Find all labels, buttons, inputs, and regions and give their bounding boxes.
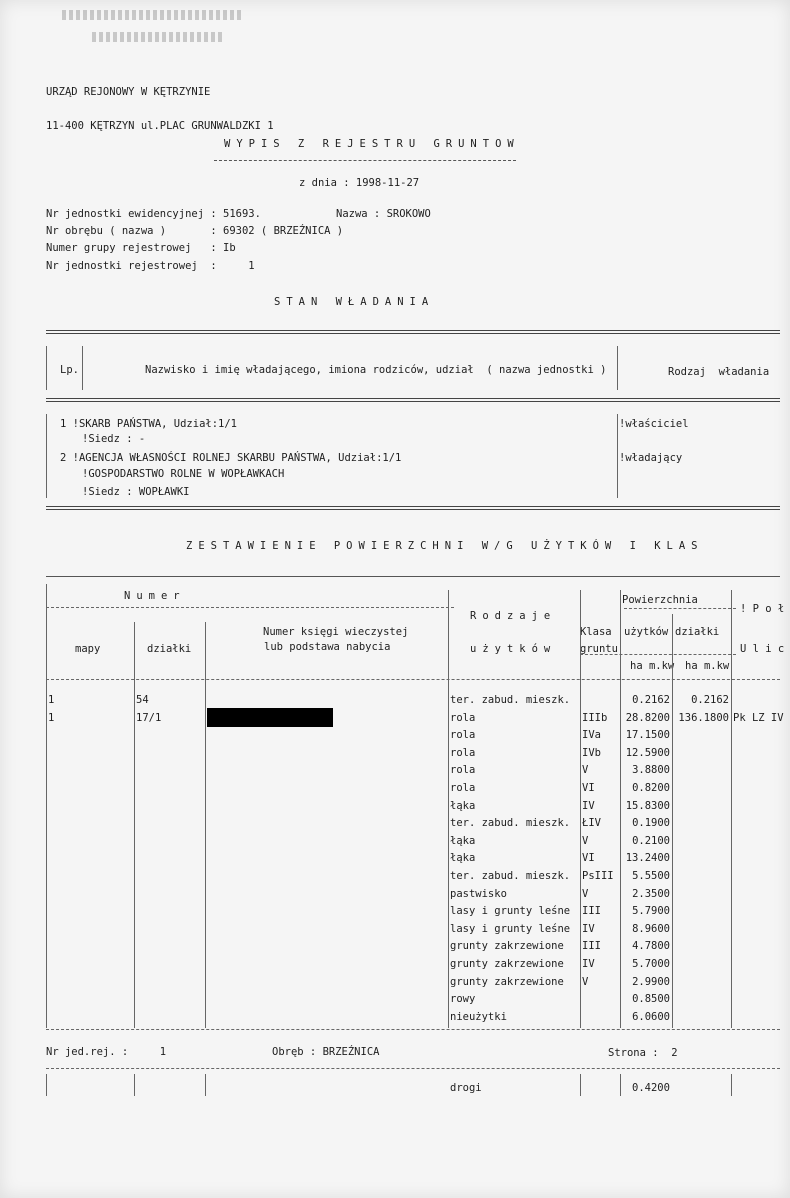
row-land-type: rola	[450, 782, 476, 794]
cont-border-location	[731, 1074, 732, 1096]
tbl-border-class	[580, 590, 581, 1028]
row-land-type: łąka	[450, 800, 476, 812]
col-unit-parcel: ha m.kw	[685, 660, 730, 672]
row-used-area: 0.2162	[632, 694, 670, 706]
owner-row-1: 1 !SKARB PAŃSTWA, Udział:1/1	[60, 418, 238, 430]
row-used-area: 5.7900	[632, 905, 670, 917]
col-location-partial: ! P o ł	[740, 603, 785, 615]
owner-row-2: 2 !AGENCJA WŁASNOŚCI ROLNEJ SKARBU PAŃSTWA, Udział:1/1	[60, 452, 402, 464]
row-land-type: rola	[450, 712, 476, 724]
row-used-area: 3.8800	[632, 764, 670, 776]
row-land-type: łąka	[450, 852, 476, 864]
row-used-area: 4.7800	[632, 940, 670, 952]
row-land-type: rola	[450, 747, 476, 759]
class-subrule	[580, 654, 736, 655]
col-owner: Nazwisko i imię władającego, imiona rodziców, udział ( nazwa jednostki )	[145, 364, 607, 376]
row-class: IVb	[582, 747, 601, 759]
owner-row-2-unit: !GOSPODARSTWO ROLNE W WOPŁAWKACH	[82, 468, 285, 480]
row-used-area: 28.8200	[625, 712, 670, 724]
group-line: Numer grupy rejestrowej : Ib	[46, 242, 236, 254]
cont-row-area: 0.4200	[632, 1082, 670, 1094]
row-land-type: grunty zakrzewione	[450, 940, 564, 952]
footer-page: Strona : 2	[608, 1047, 678, 1059]
owner-row-1-type: !właściciel	[619, 418, 689, 430]
cont-border-class	[580, 1074, 581, 1096]
row-used-area: 0.2100	[632, 835, 670, 847]
owner-row-2-type: !władający	[619, 452, 683, 464]
summary-bottom-rule	[46, 1029, 780, 1030]
row-used-area: 5.5500	[632, 870, 670, 882]
owner-row-2-seat: !Siedz : WOPŁAWKI	[82, 486, 190, 498]
precinct-line: Nr obrębu ( nazwa ) : 69302 ( BRZEŹNICA )	[46, 225, 344, 237]
ownership-body-border-type	[617, 414, 618, 498]
office-name: URZĄD REJONOWY W KĘTRZYNIE	[46, 86, 211, 98]
summary-header-rule	[46, 679, 780, 680]
continuation-top-rule	[46, 1068, 780, 1069]
faded-stamp	[62, 6, 252, 50]
ownership-header-border-type	[617, 346, 618, 390]
row-used-area: 5.7000	[632, 958, 670, 970]
office-address: 11-400 KĘTRZYN ul.PLAC GRUNWALDZKI 1	[46, 120, 274, 132]
row-class: IV	[582, 958, 595, 970]
document-title: WYPIS Z REJESTRU GRUNTOW	[224, 138, 520, 150]
row-used-area: 2.9900	[632, 976, 670, 988]
row-land-type: lasy i grunty leśne	[450, 905, 571, 917]
ownership-body-border-left	[46, 414, 47, 498]
row-map: 1	[48, 694, 55, 706]
ownership-header-border-lp	[82, 346, 83, 390]
area-subrule	[624, 608, 736, 609]
row-class: III	[582, 940, 601, 952]
row-class: V	[582, 764, 589, 776]
row-land-type: ter. zabud. mieszk.	[450, 817, 571, 829]
col-lp: Lp.	[60, 364, 79, 376]
ownership-top-rule	[46, 330, 780, 334]
row-parcel: 17/1	[136, 712, 162, 724]
tbl-border-location	[731, 590, 732, 1028]
col-parcel: działki	[147, 643, 192, 655]
redaction-bar	[207, 708, 333, 727]
row-land-type: grunty zakrzewione	[450, 976, 564, 988]
row-class: PsIII	[582, 870, 614, 882]
col-street-partial: U l i c	[740, 643, 785, 655]
ownership-header-rule	[46, 398, 780, 402]
row-land-type: ter. zabud. mieszk.	[450, 694, 571, 706]
row-class: V	[582, 835, 589, 847]
row-land-type: rola	[450, 764, 476, 776]
document-date: z dnia : 1998-11-27	[299, 177, 420, 189]
number-subrule	[46, 607, 454, 608]
col-ownership-type: Rodzaj władania	[668, 366, 770, 378]
cont-row-landtype: drogi	[450, 1082, 482, 1094]
row-used-area: 0.8500	[632, 993, 670, 1005]
ownership-header-border-left	[46, 346, 47, 390]
row-land-type: pastwisko	[450, 888, 507, 900]
summary-section-title: ZESTAWIENIE POWIERZCHNI W/G UŻYTKÓW I KLAS	[186, 540, 704, 552]
tbl-border-landtype	[448, 590, 449, 1028]
row-land-type: grunty zakrzewione	[450, 958, 564, 970]
cont-border-parcel	[134, 1074, 135, 1096]
row-used-area: 2.3500	[632, 888, 670, 900]
tbl-border-book	[205, 622, 206, 1028]
tbl-border-left	[46, 584, 47, 1028]
col-land-type-1: Rodzaje	[470, 610, 557, 622]
row-map: 1	[48, 712, 55, 724]
row-parcel-area: 136.1800	[678, 712, 729, 724]
unit-number-line: Nr jednostki ewidencyjnej : 51693.	[46, 208, 261, 220]
footer-precinct: Obręb : BRZEŹNICA	[272, 1046, 380, 1058]
row-land-type: nieużytki	[450, 1011, 507, 1023]
row-class: IIIb	[582, 712, 608, 724]
row-class: V	[582, 976, 589, 988]
row-used-area: 8.9600	[632, 923, 670, 935]
row-land-type: rola	[450, 729, 476, 741]
row-location: Pk LZ IV	[733, 712, 784, 724]
col-used-area: użytków	[624, 626, 669, 638]
col-land-type-2: użytków	[470, 643, 557, 655]
row-class: VI	[582, 852, 595, 864]
col-map: mapy	[75, 643, 101, 655]
row-used-area: 6.0600	[632, 1011, 670, 1023]
col-area-group: Powierzchnia	[622, 594, 698, 606]
tbl-border-used	[620, 590, 621, 1028]
register-unit-line: Nr jednostki rejestrowej : 1	[46, 260, 255, 272]
col-class-2: gruntu	[580, 643, 618, 655]
row-used-area: 0.8200	[632, 782, 670, 794]
footer-register: Nr jed.rej. : 1	[46, 1046, 167, 1058]
row-used-area: 15.8300	[625, 800, 670, 812]
owner-row-1-seat: !Siedz : -	[82, 433, 146, 445]
col-number-group: Numer	[124, 590, 186, 602]
row-parcel-area: 0.2162	[691, 694, 729, 706]
row-parcel: 54	[136, 694, 149, 706]
row-used-area: 12.5900	[625, 747, 670, 759]
row-land-type: ter. zabud. mieszk.	[450, 870, 571, 882]
cont-border-left	[46, 1074, 47, 1096]
col-class-1: Klasa	[580, 626, 612, 638]
col-book-2: lub podstawa nabycia	[264, 641, 391, 653]
row-class: III	[582, 905, 601, 917]
row-class: VI	[582, 782, 595, 794]
ownership-section-title: STAN WŁADANIA	[274, 296, 435, 308]
row-class: IV	[582, 800, 595, 812]
summary-top-rule	[46, 576, 780, 577]
row-class: V	[582, 888, 589, 900]
row-used-area: 0.1900	[632, 817, 670, 829]
col-unit-used: ha m.kw	[630, 660, 675, 672]
row-class: ŁIV	[582, 817, 601, 829]
row-class: IV	[582, 923, 595, 935]
cont-border-book	[205, 1074, 206, 1096]
col-book-1: Numer księgi wieczystej	[263, 626, 409, 638]
row-used-area: 17.1500	[625, 729, 670, 741]
col-parcel-area: działki	[675, 626, 720, 638]
tbl-border-parcelarea	[672, 614, 673, 1028]
row-land-type: łąka	[450, 835, 476, 847]
title-underline	[214, 160, 516, 161]
unit-name-line: Nazwa : SROKOWO	[336, 208, 431, 220]
tbl-border-parcel	[134, 622, 135, 1028]
row-used-area: 13.2400	[625, 852, 670, 864]
cont-border-used	[620, 1074, 621, 1096]
row-land-type: lasy i grunty leśne	[450, 923, 571, 935]
row-class: IVa	[582, 729, 601, 741]
row-land-type: rowy	[450, 993, 476, 1005]
ownership-bottom-rule	[46, 506, 780, 510]
